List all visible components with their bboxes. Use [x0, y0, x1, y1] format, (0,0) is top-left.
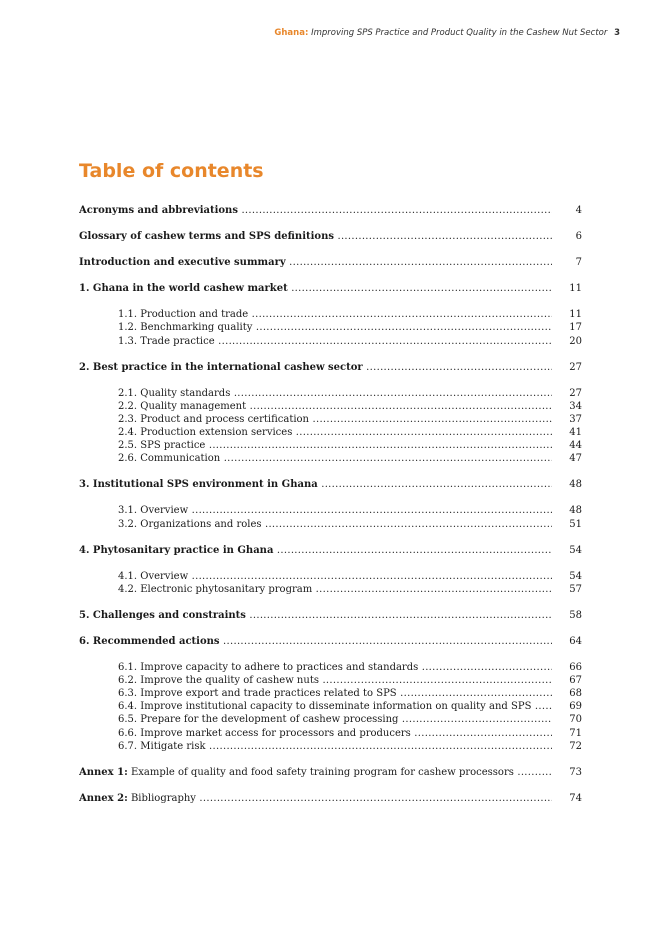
toc-entry-label: 6.7. Mitigate risk	[118, 740, 206, 752]
toc-entry-label: 2.6. Communication	[118, 453, 221, 465]
toc-entry-label: 2.1. Quality standards	[118, 387, 231, 399]
toc-entry-chapter-3[interactable]	[79, 478, 582, 491]
toc-entry-page: 58	[569, 609, 582, 621]
toc-entry-label: 2.5. SPS practice	[118, 440, 206, 452]
toc-entry-page: 17	[569, 322, 582, 334]
toc-entry-label: 1.3. Trade practice	[118, 335, 215, 347]
toc-entry-6-5[interactable]	[79, 713, 582, 726]
toc-entry-annex-2[interactable]	[79, 792, 582, 805]
toc-entry-label: 6. Recommended actions	[79, 635, 220, 647]
toc-entry-page: 68	[569, 688, 582, 700]
toc-entry-page: 54	[569, 544, 582, 556]
toc-entry-label: Glossary of cashew terms and SPS definitions	[79, 231, 334, 243]
toc-entry-2-4[interactable]	[79, 426, 582, 439]
toc-entry-page: 64	[569, 635, 582, 647]
toc-entry-1-2[interactable]	[79, 321, 582, 334]
toc-entry-label: 6.1. Improve capacity to adhere to practices and standards	[118, 662, 419, 674]
toc-entry-page: 4	[575, 205, 582, 216]
toc-entry-3-1[interactable]	[79, 504, 582, 517]
toc-entry-2-5[interactable]	[79, 439, 582, 452]
toc-entry-page: 69	[569, 701, 582, 713]
toc-entry-page: 27	[569, 387, 582, 399]
toc-entry-page: 70	[569, 714, 582, 726]
toc-entry-6-3[interactable]	[79, 687, 582, 700]
toc-entry-2-1[interactable]	[79, 387, 582, 400]
toc-entry-label: 2.4. Production extension services	[118, 427, 293, 439]
toc-entry-6-7[interactable]	[79, 740, 582, 753]
toc-entry-label: 6.3. Improve export and trade practices related to SPS	[118, 688, 397, 700]
toc-entry-page: 57	[569, 583, 582, 595]
toc-entry-4-1[interactable]	[79, 570, 582, 583]
toc-entry-page: 54	[569, 570, 582, 582]
toc-entry-label: 2. Best practice in the international cashew sector	[79, 361, 363, 373]
toc-entry-label: 6.5. Prepare for the development of cashew processing	[118, 714, 399, 726]
header-subtitle: Improving SPS Practice and Product Quality in the Cashew Nut Sector	[311, 28, 608, 38]
page-title: Table of contents	[79, 160, 264, 182]
toc-entry-page: 37	[569, 413, 582, 425]
toc-entry-glossary[interactable]	[79, 230, 582, 243]
toc-entry-page: 6	[575, 231, 582, 243]
toc-entry-label: 3. Institutional SPS environment in Ghana	[79, 479, 318, 491]
header-country: Ghana:	[274, 28, 309, 38]
toc-entry-chapter-4[interactable]	[79, 544, 582, 557]
toc-entry-6-4[interactable]	[79, 700, 582, 713]
toc-entry-label: 5. Challenges and constraints	[79, 609, 246, 621]
toc-entry-label: 3.1. Overview	[118, 505, 189, 517]
toc-entry-1-1[interactable]	[79, 308, 582, 321]
toc-entry-page: 44	[569, 440, 582, 452]
toc-entry-chapter-2[interactable]	[79, 361, 582, 374]
toc-entry-1-3[interactable]	[79, 335, 582, 348]
toc-entry-prefix: Annex 1:	[79, 766, 128, 778]
toc-entry-page: 11	[569, 283, 582, 295]
toc-entry-chapter-5[interactable]	[79, 609, 582, 622]
toc-entry-label: Acronyms and abbreviations	[79, 205, 238, 216]
toc-entry-label: 4.1. Overview	[118, 570, 189, 582]
toc-entry-acronyms[interactable]	[79, 204, 582, 217]
toc-entry-label: Example of quality and food safety training program for cashew processors	[130, 766, 514, 778]
toc-entry-6-2[interactable]	[79, 674, 582, 687]
toc-entry-chapter-6[interactable]	[79, 635, 582, 648]
header-page-number: 3	[614, 28, 620, 38]
toc-entry-label: 6.4. Improve institutional capacity to disseminate information on quality and SPS	[118, 701, 532, 713]
toc-entry-label: 1. Ghana in the world cashew market	[79, 283, 288, 295]
toc-entry-page: 71	[569, 727, 582, 739]
toc-entry-6-6[interactable]	[79, 727, 582, 740]
toc-entry-annex-1[interactable]	[79, 766, 582, 779]
toc-entry-page: 34	[569, 400, 582, 412]
toc-entry-4-2[interactable]	[79, 583, 582, 596]
toc-entry-2-2[interactable]	[79, 400, 582, 413]
toc-entry-label: 6.6. Improve market access for processors and producers	[118, 727, 411, 739]
toc-entry-page: 27	[569, 361, 582, 373]
table-of-contents	[79, 204, 582, 805]
toc-entry-page: 72	[569, 740, 582, 752]
toc-entry-page: 41	[569, 427, 582, 439]
toc-entry-6-1[interactable]	[79, 661, 582, 674]
toc-entry-page: 7	[575, 257, 582, 269]
toc-entry-label: 2.2. Quality management	[118, 400, 247, 412]
toc-entry-label: 1.1. Production and trade	[118, 309, 249, 321]
toc-entry-page: 48	[569, 505, 582, 517]
toc-entry-prefix: Annex 2:	[79, 792, 128, 804]
toc-entry-label: 1.2. Benchmarking quality	[118, 322, 253, 334]
toc-entry-page: 47	[569, 453, 582, 465]
toc-entry-page: 67	[569, 675, 582, 687]
toc-entry-label: 4. Phytosanitary practice in Ghana	[79, 544, 274, 556]
toc-entry-page: 20	[569, 335, 582, 347]
toc-entry-page: 48	[569, 479, 582, 491]
toc-entry-intro[interactable]	[79, 256, 582, 269]
toc-entry-label: 6.2. Improve the quality of cashew nuts	[118, 675, 319, 687]
toc-entry-page: 73	[569, 766, 582, 778]
toc-entry-page: 51	[569, 518, 582, 530]
toc-entry-chapter-1[interactable]	[79, 282, 582, 295]
toc-entry-page: 11	[569, 309, 582, 321]
toc-entry-2-3[interactable]	[79, 413, 582, 426]
toc-entry-label: 3.2. Organizations and roles	[118, 518, 262, 530]
toc-entry-3-2[interactable]	[79, 518, 582, 531]
toc-entry-label: 4.2. Electronic phytosanitary program	[118, 583, 313, 595]
toc-entry-page: 74	[569, 792, 582, 804]
toc-entry-label: Bibliography	[130, 792, 196, 804]
toc-entry-2-6[interactable]	[79, 452, 582, 465]
toc-entry-page: 66	[569, 662, 582, 674]
running-header	[274, 28, 620, 38]
toc-entry-label: Introduction and executive summary	[79, 257, 286, 269]
toc-entry-label: 2.3. Product and process certification	[118, 413, 310, 425]
